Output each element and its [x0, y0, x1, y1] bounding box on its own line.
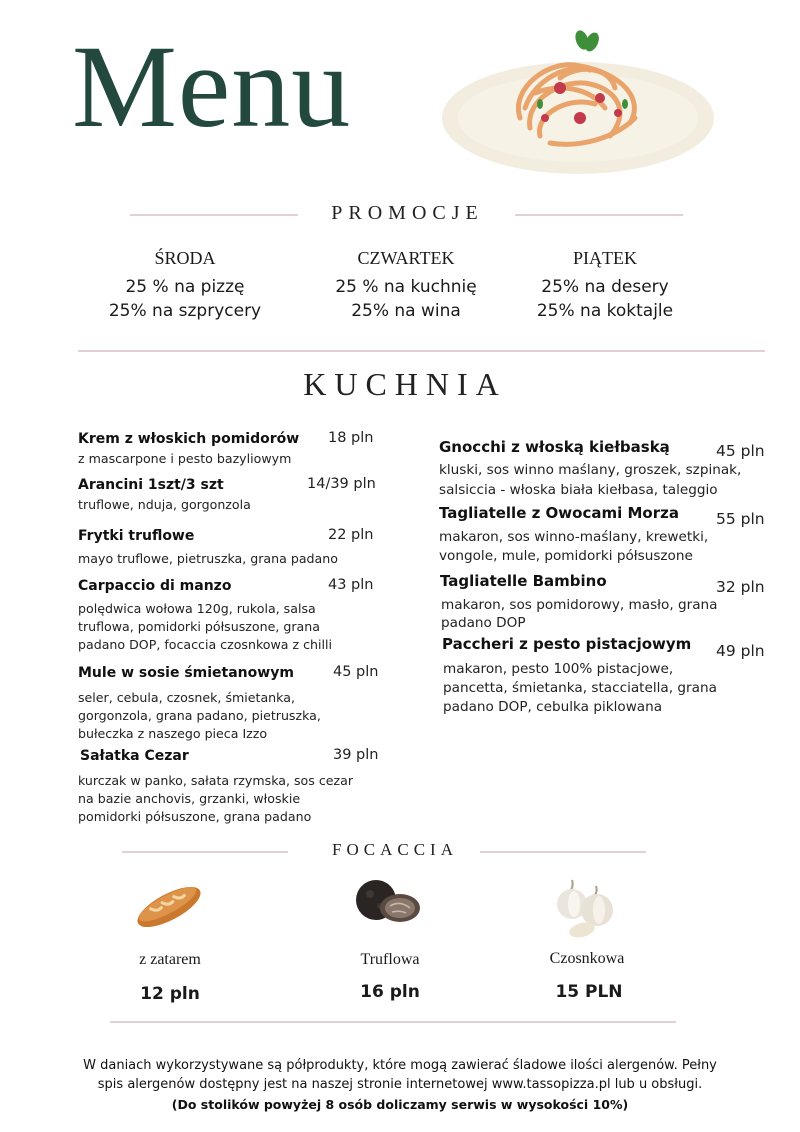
dish-price: 22 pln — [328, 527, 374, 543]
dish-name: Tagliatelle z Owocami Morza — [439, 504, 679, 522]
dish-desc: kluski, sos winno maślany, groszek, szpinak, — [439, 462, 742, 478]
dish-name: Carpaccio di manzo — [78, 578, 232, 594]
dish-desc: polędwica wołowa 120g, rukola, salsa — [78, 601, 316, 616]
dish-price: 18 pln — [328, 430, 374, 446]
dish-desc: seler, cebula, czosnek, śmietanka, — [78, 690, 295, 705]
dish-price: 32 pln — [716, 578, 765, 596]
dish-name: Gnocchi z włoską kiełbaską — [439, 438, 670, 456]
divider — [130, 214, 298, 216]
service-charge-note: (Do stolików powyżej 8 osób doliczamy serwis w wysokości 10%) — [171, 1097, 629, 1112]
dish-desc: pancetta, śmietanka, stacciatella, grana — [443, 680, 717, 696]
dish-name: Paccheri z pesto pistacjowym — [442, 635, 692, 653]
promo-line: 25 % na pizzę — [125, 277, 245, 297]
dish-desc: makaron, sos pomidorowy, masło, grana — [441, 597, 718, 613]
bread-icon — [132, 878, 206, 936]
focaccia-label: Czosnkowa — [549, 950, 625, 967]
dish-desc: pomidorki półsuszone, grana padano — [78, 809, 312, 824]
promo-piatek — [495, 248, 715, 323]
focaccia-label: Truflowa — [360, 951, 420, 968]
kuchnia-heading: KUCHNIA — [303, 366, 507, 402]
allergen-note: W daniach wykorzystywane są półprodukty, które mogą zawierać śladowe ilości alergenów. Pełny — [83, 1058, 717, 1073]
focaccia-price: 15 PLN — [555, 982, 623, 1002]
dish-name: Arancini 1szt/3 szt — [78, 477, 224, 493]
dish-name: Mule w sosie śmietanowym — [78, 665, 294, 681]
dish-desc: truflowe, nduja, gorgonzola — [78, 497, 251, 512]
dish-desc: makaron, pesto 100% pistacjowe, — [443, 661, 674, 677]
promo-day-label: CZWARTEK — [357, 248, 455, 268]
dish-desc: gorgonzola, grana padano, pietruszka, — [78, 708, 321, 723]
dish-name: Krem z włoskich pomidorów — [78, 431, 300, 447]
promo-line: 25 % na kuchnię — [335, 277, 477, 297]
dish-desc: mayo truflowe, pietruszka, grana padano — [78, 551, 338, 566]
dish-desc: kurczak w panko, sałata rzymska, sos cezar — [78, 773, 353, 788]
promo-day-label: PIĄTEK — [573, 248, 637, 268]
dish-desc: padano DOP, cebulka piklowana — [443, 699, 663, 715]
garlic-icon — [552, 872, 620, 942]
promocje-heading: PROMOCJE — [331, 202, 484, 224]
divider — [515, 214, 683, 216]
dish-desc: salsiccia - włoska biała kiełbasa, taleggio — [439, 482, 718, 498]
dish-desc: z mascarpone i pesto bazyliowym — [78, 451, 292, 466]
focaccia-price: 12 pln — [140, 984, 200, 1004]
dish-desc: bułeczka z naszego pieca Izzo — [78, 726, 268, 741]
dish-desc: na bazie anchovis, grzanki, włoskie — [78, 791, 301, 806]
dish-price: 49 pln — [716, 642, 765, 660]
truffle-icon — [350, 876, 425, 926]
dish-desc: truflowa, pomidorki półsuszone, grana — [78, 619, 320, 634]
focaccia-heading: FOCACCIA — [332, 840, 458, 859]
page-title: Menu — [72, 21, 352, 152]
divider — [480, 851, 646, 853]
dish-price: 14/39 pln — [307, 476, 376, 492]
dish-desc: padano DOP — [441, 615, 526, 631]
dish-desc: padano DOP, focaccia czosnkowa z chilli — [78, 637, 333, 652]
dish-price: 45 pln — [716, 442, 765, 460]
dish-desc: makaron, sos winno-maślany, krewetki, — [439, 529, 709, 545]
dish-name: Sałatka Cezar — [80, 748, 189, 764]
allergen-note: spis alergenów dostępny jest na naszej stronie internetowej www.tassopizza.pl lub u obsługi. — [97, 1077, 703, 1092]
dish-name: Frytki truflowe — [78, 528, 195, 544]
divider — [110, 1021, 676, 1023]
promo-line: 25% na koktajle — [536, 301, 674, 321]
divider — [122, 851, 288, 853]
divider — [78, 350, 765, 352]
dish-name: Tagliatelle Bambino — [440, 572, 607, 590]
focaccia-price: 16 pln — [360, 982, 420, 1002]
dish-desc: vongole, mule, pomidorki półsuszone — [439, 548, 693, 564]
promo-sroda — [75, 248, 295, 323]
dish-price: 39 pln — [333, 747, 379, 763]
promo-czwartek — [296, 248, 516, 323]
pasta-plate-icon — [440, 18, 730, 183]
dish-price: 55 pln — [716, 510, 765, 528]
dish-price: 43 pln — [328, 577, 374, 593]
promo-line: 25% na wina — [351, 301, 461, 321]
promo-day-label: ŚRODA — [154, 248, 216, 268]
focaccia-label: z zatarem — [139, 951, 201, 968]
promo-line: 25% na desery — [541, 277, 669, 297]
dish-price: 45 pln — [333, 664, 379, 680]
promo-line: 25% na szprycery — [108, 301, 262, 321]
